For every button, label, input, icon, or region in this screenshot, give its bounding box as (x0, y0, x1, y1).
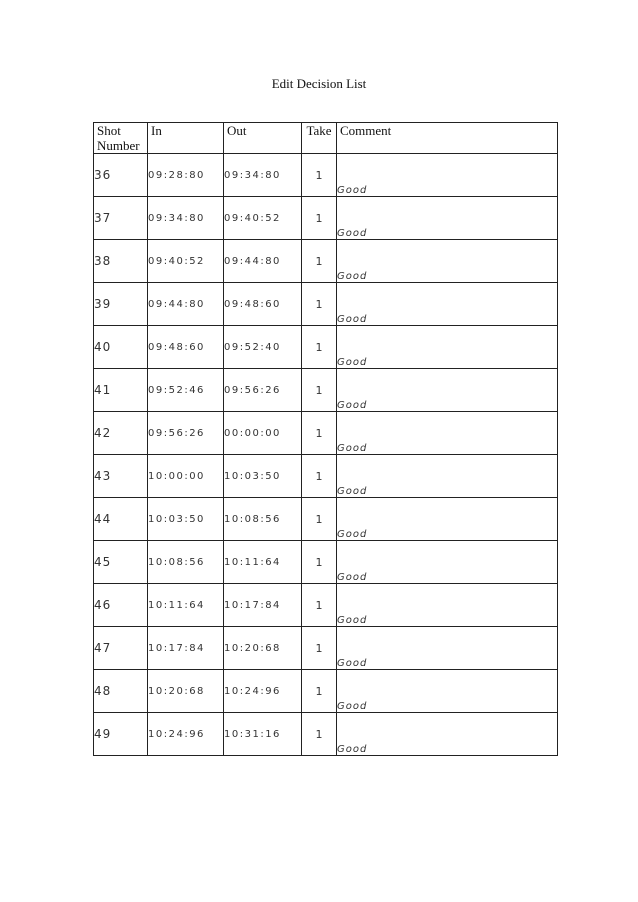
out-timecode-cell: 10:31:16 (224, 713, 302, 756)
take-cell: 1 (302, 326, 337, 369)
shot-number-cell: 46 (94, 584, 148, 627)
in-timecode-cell: 09:48:60 (148, 326, 224, 369)
comment-cell: Good (337, 584, 558, 627)
shot-number-cell: 39 (94, 283, 148, 326)
comment-cell: Good (337, 197, 558, 240)
out-timecode-cell: 10:20:68 (224, 627, 302, 670)
edit-decision-table (93, 122, 558, 756)
comment-cell: Good (337, 412, 558, 455)
table-row (94, 369, 558, 412)
shot-number-cell: 41 (94, 369, 148, 412)
table-body (94, 154, 558, 756)
comment-cell: Good (337, 455, 558, 498)
header-out: Out (224, 123, 302, 154)
header-shot-number: Shot Number (94, 123, 148, 154)
comment-cell: Good (337, 498, 558, 541)
shot-number-cell: 42 (94, 412, 148, 455)
take-cell: 1 (302, 713, 337, 756)
table-row (94, 627, 558, 670)
out-timecode-cell: 09:52:40 (224, 326, 302, 369)
comment-cell: Good (337, 670, 558, 713)
take-cell: 1 (302, 670, 337, 713)
take-cell: 1 (302, 455, 337, 498)
shot-number-cell: 37 (94, 197, 148, 240)
comment-cell: Good (337, 154, 558, 197)
table-row (94, 584, 558, 627)
in-timecode-cell: 09:44:80 (148, 283, 224, 326)
take-cell: 1 (302, 498, 337, 541)
comment-cell: Good (337, 326, 558, 369)
table-header-row (94, 123, 558, 154)
header-in: In (148, 123, 224, 154)
in-timecode-cell: 09:28:80 (148, 154, 224, 197)
take-cell: 1 (302, 541, 337, 584)
out-timecode-cell: 00:00:00 (224, 412, 302, 455)
comment-cell: Good (337, 369, 558, 412)
shot-number-cell: 44 (94, 498, 148, 541)
header-take: Take (302, 123, 337, 154)
in-timecode-cell: 10:24:96 (148, 713, 224, 756)
out-timecode-cell: 10:17:84 (224, 584, 302, 627)
take-cell: 1 (302, 197, 337, 240)
take-cell: 1 (302, 154, 337, 197)
in-timecode-cell: 10:17:84 (148, 627, 224, 670)
shot-number-cell: 47 (94, 627, 148, 670)
table-row (94, 713, 558, 756)
table-row (94, 455, 558, 498)
in-timecode-cell: 10:08:56 (148, 541, 224, 584)
in-timecode-cell: 10:20:68 (148, 670, 224, 713)
in-timecode-cell: 09:34:80 (148, 197, 224, 240)
out-timecode-cell: 10:08:56 (224, 498, 302, 541)
out-timecode-cell: 10:11:64 (224, 541, 302, 584)
table-row (94, 283, 558, 326)
table-row (94, 326, 558, 369)
out-timecode-cell: 09:56:26 (224, 369, 302, 412)
table-row (94, 197, 558, 240)
take-cell: 1 (302, 412, 337, 455)
take-cell: 1 (302, 283, 337, 326)
out-timecode-cell: 09:40:52 (224, 197, 302, 240)
in-timecode-cell: 10:00:00 (148, 455, 224, 498)
table-row (94, 670, 558, 713)
take-cell: 1 (302, 369, 337, 412)
shot-number-cell: 48 (94, 670, 148, 713)
comment-cell: Good (337, 627, 558, 670)
shot-number-cell: 49 (94, 713, 148, 756)
in-timecode-cell: 09:56:26 (148, 412, 224, 455)
comment-cell: Good (337, 240, 558, 283)
comment-cell: Good (337, 283, 558, 326)
take-cell: 1 (302, 584, 337, 627)
shot-number-cell: 36 (94, 154, 148, 197)
in-timecode-cell: 10:11:64 (148, 584, 224, 627)
out-timecode-cell: 09:48:60 (224, 283, 302, 326)
shot-number-cell: 45 (94, 541, 148, 584)
table-row (94, 541, 558, 584)
in-timecode-cell: 09:52:46 (148, 369, 224, 412)
out-timecode-cell: 10:03:50 (224, 455, 302, 498)
out-timecode-cell: 09:44:80 (224, 240, 302, 283)
table-row (94, 498, 558, 541)
table-row (94, 412, 558, 455)
shot-number-cell: 40 (94, 326, 148, 369)
page-title: Edit Decision List (271, 76, 367, 91)
take-cell: 1 (302, 240, 337, 283)
in-timecode-cell: 09:40:52 (148, 240, 224, 283)
shot-number-cell: 43 (94, 455, 148, 498)
shot-number-cell: 38 (94, 240, 148, 283)
header-comment: Comment (337, 123, 558, 154)
table-row (94, 154, 558, 197)
out-timecode-cell: 09:34:80 (224, 154, 302, 197)
comment-cell: Good (337, 713, 558, 756)
in-timecode-cell: 10:03:50 (148, 498, 224, 541)
table-row (94, 240, 558, 283)
out-timecode-cell: 10:24:96 (224, 670, 302, 713)
comment-cell: Good (337, 541, 558, 584)
take-cell: 1 (302, 627, 337, 670)
